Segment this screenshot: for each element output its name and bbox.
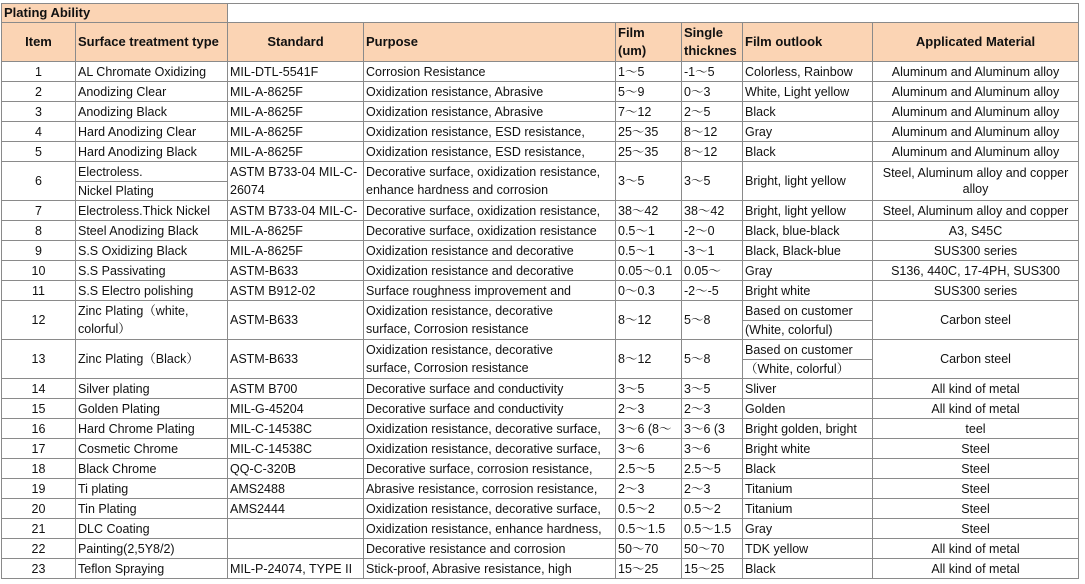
cell-standard: MIL-C-14538C bbox=[228, 419, 364, 439]
table-row bbox=[2, 281, 1079, 301]
cell-single-thickness: 15～25 bbox=[682, 559, 743, 579]
cell-film: 1～5 bbox=[616, 62, 682, 82]
cell-film-outlook: Gray bbox=[743, 519, 873, 539]
cell-applicated-material: SUS300 series bbox=[873, 241, 1079, 261]
header-standard: Standard bbox=[228, 23, 364, 62]
cell-single-thickness: -2～0 bbox=[682, 221, 743, 241]
cell-surface-treatment-type: Teflon Spraying bbox=[76, 559, 228, 579]
cell-single-thickness: 50～70 bbox=[682, 539, 743, 559]
cell-film-outlook: Black bbox=[743, 142, 873, 162]
cell-surface-treatment-type: AL Chromate Oxidizing bbox=[76, 62, 228, 82]
cell-standard: MIL-DTL-5541F bbox=[228, 62, 364, 82]
cell-item: 20 bbox=[2, 499, 76, 519]
cell-single-thickness: 0.05～ bbox=[682, 261, 743, 281]
cell-purpose: Oxidization resistance, decorative surface, bbox=[364, 419, 616, 439]
cell-applicated-material: All kind of metal bbox=[873, 559, 1079, 579]
cell-item: 22 bbox=[2, 539, 76, 559]
table-row bbox=[2, 102, 1079, 122]
cell-purpose: Decorative resistance and corrosion bbox=[364, 539, 616, 559]
cell-standard: MIL-P-24074, TYPE II bbox=[228, 559, 364, 579]
cell-item: 18 bbox=[2, 459, 76, 479]
cell-standard: MIL-A-8625F bbox=[228, 142, 364, 162]
cell-standard bbox=[228, 162, 364, 201]
cell-surface-treatment-type bbox=[76, 301, 228, 340]
cell-purpose: Stick-proof, Abrasive resistance, high bbox=[364, 559, 616, 579]
cell-standard: ASTM-B633 bbox=[228, 340, 364, 379]
cell-surface-treatment-type: Hard Anodizing Clear bbox=[76, 122, 228, 142]
cell-applicated-material: Steel bbox=[873, 439, 1079, 459]
cell-single-thickness: 3～5 bbox=[682, 162, 743, 201]
cell-item: 14 bbox=[2, 379, 76, 399]
cell-film: 0.05～0.1 bbox=[616, 261, 682, 281]
title-row-blank bbox=[228, 4, 1079, 23]
table-row bbox=[2, 82, 1079, 102]
cell-film-outlook-line2: （White, colorful） bbox=[745, 361, 850, 376]
cell-film-outlook bbox=[743, 301, 873, 340]
plating-ability-table bbox=[1, 3, 1079, 579]
cell-item: 17 bbox=[2, 439, 76, 459]
cell-item: 1 bbox=[2, 62, 76, 82]
cell-standard: AMS2488 bbox=[228, 479, 364, 499]
cell-standard: MIL-A-8625F bbox=[228, 221, 364, 241]
cell-applicated-material: Carbon steel bbox=[873, 340, 1079, 379]
cell-film: 2～3 bbox=[616, 479, 682, 499]
cell-surface-treatment-type: Golden Plating bbox=[76, 399, 228, 419]
table-row bbox=[2, 201, 1079, 221]
cell-purpose-line1: Decorative surface, oxidization resistance, bbox=[366, 165, 601, 179]
cell-film-outlook: TDK yellow bbox=[743, 539, 873, 559]
cell-standard-line1: ASTM B733-04 MIL-C- bbox=[230, 165, 358, 179]
cell-film-outlook: Golden bbox=[743, 399, 873, 419]
cell-applicated-material: Aluminum and Aluminum alloy bbox=[873, 82, 1079, 102]
cell-surface-treatment-type: S.S Passivating bbox=[76, 261, 228, 281]
cell-film: 2～3 bbox=[616, 399, 682, 419]
cell-item: 16 bbox=[2, 419, 76, 439]
cell-film: 25～35 bbox=[616, 122, 682, 142]
table-row bbox=[2, 122, 1079, 142]
cell-film-outlook: Colorless, Rainbow bbox=[743, 62, 873, 82]
cell-purpose bbox=[364, 162, 616, 201]
cell-item: 2 bbox=[2, 82, 76, 102]
cell-single-thickness: 2～3 bbox=[682, 479, 743, 499]
cell-surface-treatment-type: Anodizing Black bbox=[76, 102, 228, 122]
cell-film-outlook bbox=[743, 340, 873, 379]
cell-film: 38～42 bbox=[616, 201, 682, 221]
cell-applicated-material: teel bbox=[873, 419, 1079, 439]
cell-standard: ASTM B700 bbox=[228, 379, 364, 399]
cell-purpose-line2: surface, Corrosion resistance bbox=[366, 361, 529, 375]
cell-surface-treatment-type: Silver plating bbox=[76, 379, 228, 399]
cell-standard bbox=[228, 519, 364, 539]
cell-film-outlook: Bright, light yellow bbox=[743, 201, 873, 221]
cell-item: 23 bbox=[2, 559, 76, 579]
header-film-outlook: Film outlook bbox=[743, 23, 873, 62]
cell-purpose: Oxidization resistance, Abrasive bbox=[364, 102, 616, 122]
table-row bbox=[2, 162, 1079, 201]
cell-film: 8～12 bbox=[616, 340, 682, 379]
table-row bbox=[2, 479, 1079, 499]
cell-standard: MIL-A-8625F bbox=[228, 82, 364, 102]
cell-surface-treatment-type: Zinc Plating（Black） bbox=[76, 340, 228, 379]
cell-film: 15～25 bbox=[616, 559, 682, 579]
table-row bbox=[2, 419, 1079, 439]
cell-applicated-material-line1: Steel, Aluminum alloy and copper bbox=[882, 166, 1069, 180]
cell-purpose: Oxidization resistance, decorative surface, bbox=[364, 439, 616, 459]
cell-applicated-material: All kind of metal bbox=[873, 399, 1079, 419]
cell-surface-treatment-type: S.S Electro polishing bbox=[76, 281, 228, 301]
cell-film-outlook: Black bbox=[743, 459, 873, 479]
cell-applicated-material: Aluminum and Aluminum alloy bbox=[873, 122, 1079, 142]
cell-purpose bbox=[364, 340, 616, 379]
cell-purpose: Surface roughness improvement and bbox=[364, 281, 616, 301]
cell-surface-treatment-type: Cosmetic Chrome bbox=[76, 439, 228, 459]
cell-standard bbox=[228, 539, 364, 559]
cell-applicated-material: Steel bbox=[873, 459, 1079, 479]
cell-standard: MIL-A-8625F bbox=[228, 122, 364, 142]
table-row bbox=[2, 519, 1079, 539]
cell-purpose: Oxidization resistance, ESD resistance, bbox=[364, 142, 616, 162]
cell-surface-treatment-type: Ti plating bbox=[76, 479, 228, 499]
table-row bbox=[2, 559, 1079, 579]
cell-single-thickness: 3～5 bbox=[682, 379, 743, 399]
cell-film-outlook: Bright white bbox=[743, 439, 873, 459]
cell-film: 0.5～1.5 bbox=[616, 519, 682, 539]
cell-surface-treatment-type-line2: colorful） bbox=[78, 322, 131, 336]
cell-surface-treatment-type: Hard Chrome Plating bbox=[76, 419, 228, 439]
cell-single-thickness: 0.5～2 bbox=[682, 499, 743, 519]
header-surface-treatment-type: Surface treatment type bbox=[76, 23, 228, 62]
cell-standard: QQ-C-320B bbox=[228, 459, 364, 479]
table-row bbox=[2, 439, 1079, 459]
cell-single-thickness: 8～12 bbox=[682, 142, 743, 162]
cell-purpose: Decorative surface, oxidization resistance, bbox=[364, 201, 616, 221]
cell-film-outlook: Black bbox=[743, 102, 873, 122]
cell-applicated-material: Aluminum and Aluminum alloy bbox=[873, 102, 1079, 122]
table-row bbox=[2, 379, 1079, 399]
cell-film: 2.5～5 bbox=[616, 459, 682, 479]
cell-surface-treatment-type-line1: Zinc Plating（white, bbox=[78, 304, 189, 318]
cell-surface-treatment-type: Anodizing Clear bbox=[76, 82, 228, 102]
table-row bbox=[2, 241, 1079, 261]
cell-film-outlook: Sliver bbox=[743, 379, 873, 399]
title-row bbox=[2, 4, 1079, 23]
cell-purpose: Decorative surface and conductivity bbox=[364, 399, 616, 419]
cell-standard: ASTM-B633 bbox=[228, 301, 364, 340]
cell-item: 3 bbox=[2, 102, 76, 122]
cell-purpose bbox=[364, 301, 616, 340]
table-row bbox=[2, 539, 1079, 559]
cell-film: 3～6 (8～ bbox=[616, 419, 682, 439]
cell-surface-treatment-type: S.S Oxidizing Black bbox=[76, 241, 228, 261]
cell-standard: MIL-A-8625F bbox=[228, 241, 364, 261]
table-row bbox=[2, 499, 1079, 519]
cell-purpose: Oxidization resistance, Abrasive bbox=[364, 82, 616, 102]
cell-surface-treatment-type: Hard Anodizing Black bbox=[76, 142, 228, 162]
cell-single-thickness: 3～6 (3 bbox=[682, 419, 743, 439]
cell-film-outlook: Gray bbox=[743, 122, 873, 142]
cell-standard: ASTM B733-04 MIL-C- bbox=[228, 201, 364, 221]
cell-applicated-material: All kind of metal bbox=[873, 379, 1079, 399]
cell-standard: MIL-C-14538C bbox=[228, 439, 364, 459]
cell-item: 13 bbox=[2, 340, 76, 379]
header-row bbox=[2, 23, 1079, 62]
cell-purpose: Oxidization resistance, enhance hardness, bbox=[364, 519, 616, 539]
table-row bbox=[2, 261, 1079, 281]
cell-film: 50～70 bbox=[616, 539, 682, 559]
table-row bbox=[2, 459, 1079, 479]
cell-applicated-material: SUS300 series bbox=[873, 281, 1079, 301]
cell-purpose: Abrasive resistance, corrosion resistance, bbox=[364, 479, 616, 499]
cell-applicated-material: S136, 440C, 17-4PH, SUS300 bbox=[873, 261, 1079, 281]
cell-applicated-material: Aluminum and Aluminum alloy bbox=[873, 62, 1079, 82]
cell-surface-treatment-type: DLC Coating bbox=[76, 519, 228, 539]
cell-applicated-material: All kind of metal bbox=[873, 539, 1079, 559]
cell-film: 3～6 bbox=[616, 439, 682, 459]
cell-surface-treatment-type-line1: Electroless. bbox=[76, 163, 227, 182]
cell-film: 3～5 bbox=[616, 162, 682, 201]
cell-applicated-material bbox=[873, 162, 1079, 201]
cell-surface-treatment-type: Black Chrome bbox=[76, 459, 228, 479]
cell-film-outlook-line1: Based on customer bbox=[743, 302, 872, 321]
cell-surface-treatment-type: Tin Plating bbox=[76, 499, 228, 519]
cell-standard: MIL-A-8625F bbox=[228, 102, 364, 122]
cell-single-thickness: 2～3 bbox=[682, 399, 743, 419]
cell-film-outlook: Black, Black-blue bbox=[743, 241, 873, 261]
cell-surface-treatment-type bbox=[76, 162, 228, 201]
cell-purpose: Oxidization resistance and decorative bbox=[364, 241, 616, 261]
cell-surface-treatment-type-line2: Nickel Plating bbox=[78, 183, 154, 198]
cell-single-thickness: 2.5～5 bbox=[682, 459, 743, 479]
cell-applicated-material: A3, S45C bbox=[873, 221, 1079, 241]
cell-item: 19 bbox=[2, 479, 76, 499]
cell-film: 8～12 bbox=[616, 301, 682, 340]
cell-item: 10 bbox=[2, 261, 76, 281]
table-row bbox=[2, 62, 1079, 82]
header-single-line2: thicknes bbox=[684, 43, 737, 58]
header-film-line2: (um) bbox=[618, 43, 647, 58]
cell-film-outlook: Titanium bbox=[743, 479, 873, 499]
cell-film-outlook-line2: (White, colorful) bbox=[745, 322, 833, 337]
cell-item: 15 bbox=[2, 399, 76, 419]
header-single-thickness bbox=[682, 23, 743, 62]
cell-film: 3～5 bbox=[616, 379, 682, 399]
cell-item: 4 bbox=[2, 122, 76, 142]
cell-item: 9 bbox=[2, 241, 76, 261]
cell-purpose: Corrosion Resistance bbox=[364, 62, 616, 82]
table-row bbox=[2, 399, 1079, 419]
cell-item: 11 bbox=[2, 281, 76, 301]
cell-single-thickness: -1～5 bbox=[682, 62, 743, 82]
cell-surface-treatment-type: Steel Anodizing Black bbox=[76, 221, 228, 241]
cell-film-outlook-line1: Based on customer bbox=[743, 341, 872, 360]
cell-single-thickness: -2～-5 bbox=[682, 281, 743, 301]
cell-surface-treatment-type: Electroless.Thick Nickel bbox=[76, 201, 228, 221]
cell-standard: MIL-G-45204 bbox=[228, 399, 364, 419]
header-film bbox=[616, 23, 682, 62]
cell-standard: ASTM B912-02 bbox=[228, 281, 364, 301]
cell-single-thickness: 38～42 bbox=[682, 201, 743, 221]
cell-purpose-line1: Oxidization resistance, decorative bbox=[366, 304, 553, 318]
header-purpose: Purpose bbox=[364, 23, 616, 62]
cell-single-thickness: 5～8 bbox=[682, 301, 743, 340]
cell-standard-line2: 26074 bbox=[230, 183, 265, 197]
cell-purpose: Decorative surface, oxidization resistance bbox=[364, 221, 616, 241]
cell-single-thickness: -3～1 bbox=[682, 241, 743, 261]
cell-applicated-material: Aluminum and Aluminum alloy bbox=[873, 142, 1079, 162]
cell-single-thickness: 3～6 bbox=[682, 439, 743, 459]
cell-film-outlook: Bright white bbox=[743, 281, 873, 301]
cell-surface-treatment-type: Painting(2,5Y8/2) bbox=[76, 539, 228, 559]
cell-applicated-material: Steel bbox=[873, 479, 1079, 499]
table-row bbox=[2, 301, 1079, 340]
table-row bbox=[2, 340, 1079, 379]
cell-film-outlook: Black bbox=[743, 559, 873, 579]
cell-purpose-line1: Oxidization resistance, decorative bbox=[366, 343, 553, 357]
cell-item: 21 bbox=[2, 519, 76, 539]
cell-applicated-material: Steel bbox=[873, 499, 1079, 519]
cell-purpose-line2: enhance hardness and corrosion bbox=[366, 183, 549, 197]
header-single-line1: Single bbox=[684, 25, 724, 40]
cell-item: 5 bbox=[2, 142, 76, 162]
header-film-line1: Film bbox=[618, 25, 645, 40]
cell-standard: AMS2444 bbox=[228, 499, 364, 519]
header-applicated-material: Applicated Material bbox=[873, 23, 1079, 62]
sheet-title: Plating Ability bbox=[2, 4, 228, 23]
cell-applicated-material-line2: alloy bbox=[962, 182, 989, 196]
cell-purpose-line2: surface, Corrosion resistance bbox=[366, 322, 529, 336]
cell-film-outlook: Black, blue-black bbox=[743, 221, 873, 241]
cell-standard: ASTM-B633 bbox=[228, 261, 364, 281]
cell-single-thickness: 0～3 bbox=[682, 82, 743, 102]
plating-ability-sheet bbox=[1, 3, 1079, 579]
cell-purpose: Decorative surface and conductivity bbox=[364, 379, 616, 399]
cell-film-outlook: Bright, light yellow bbox=[743, 162, 873, 201]
cell-film-outlook: Bright golden, bright bbox=[743, 419, 873, 439]
cell-film: 0.5～2 bbox=[616, 499, 682, 519]
cell-single-thickness: 2～5 bbox=[682, 102, 743, 122]
cell-film-outlook: Titanium bbox=[743, 499, 873, 519]
header-item: Item bbox=[2, 23, 76, 62]
cell-purpose: Oxidization resistance, decorative surface, bbox=[364, 499, 616, 519]
cell-item: 7 bbox=[2, 201, 76, 221]
cell-applicated-material: Carbon steel bbox=[873, 301, 1079, 340]
cell-item: 8 bbox=[2, 221, 76, 241]
cell-purpose: Oxidization resistance, ESD resistance, bbox=[364, 122, 616, 142]
table-row bbox=[2, 142, 1079, 162]
cell-item: 12 bbox=[2, 301, 76, 340]
cell-film: 0～0.3 bbox=[616, 281, 682, 301]
cell-film-outlook: Gray bbox=[743, 261, 873, 281]
cell-film: 7～12 bbox=[616, 102, 682, 122]
cell-single-thickness: 8～12 bbox=[682, 122, 743, 142]
cell-single-thickness: 0.5～1.5 bbox=[682, 519, 743, 539]
cell-applicated-material: Steel, Aluminum alloy and copper bbox=[873, 201, 1079, 221]
cell-purpose: Decorative surface, corrosion resistance, bbox=[364, 459, 616, 479]
cell-film: 25～35 bbox=[616, 142, 682, 162]
cell-film: 5～9 bbox=[616, 82, 682, 102]
cell-purpose: Oxidization resistance and decorative bbox=[364, 261, 616, 281]
cell-applicated-material: Steel bbox=[873, 519, 1079, 539]
table-row bbox=[2, 221, 1079, 241]
cell-film: 0.5～1 bbox=[616, 221, 682, 241]
cell-item: 6 bbox=[2, 162, 76, 201]
cell-film: 0.5～1 bbox=[616, 241, 682, 261]
cell-film-outlook: White, Light yellow bbox=[743, 82, 873, 102]
cell-single-thickness: 5～8 bbox=[682, 340, 743, 379]
